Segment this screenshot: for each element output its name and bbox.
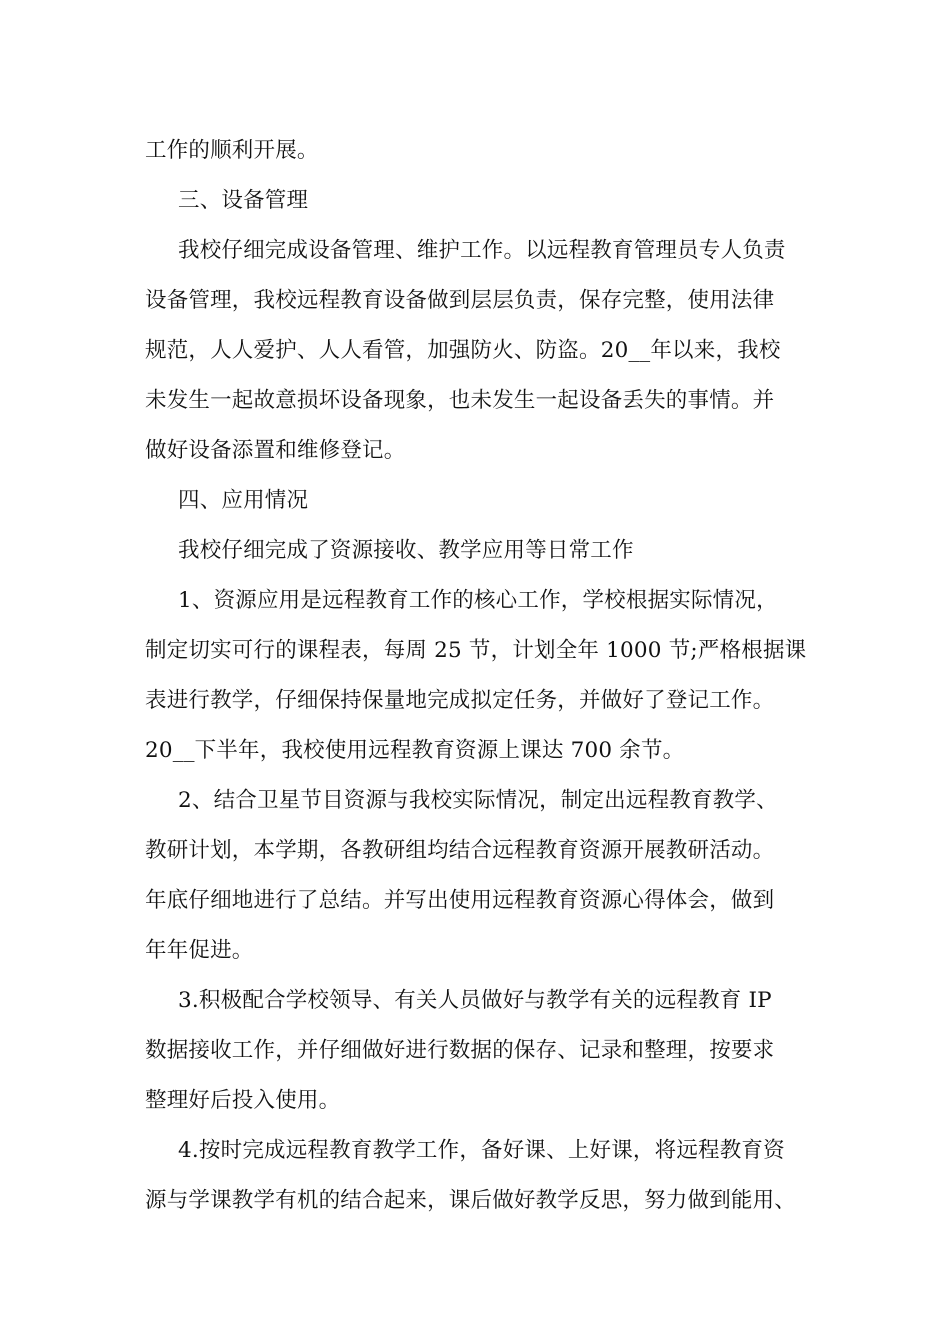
section-heading-application: 四、应用情况 bbox=[178, 488, 309, 513]
text-line-21: 4.按时完成远程教育教学工作，备好课、上好课，将远程教育资 bbox=[178, 1138, 785, 1163]
text-line-14: 2、结合卫星节目资源与我校实际情况，制定出远程教育教学、 bbox=[178, 788, 778, 813]
section-heading-equipment: 三、设备管理 bbox=[178, 188, 309, 213]
text-line-19: 数据接收工作，并仔细做好进行数据的保存、记录和整理，按要求 bbox=[145, 1038, 775, 1063]
text-line-5: 规范，人人爱护、人人看管，加强防火、防盗。20__年以来，我校 bbox=[145, 338, 781, 363]
text-line-4: 设备管理，我校远程教育设备做到层层负责，保存完整，使用法律 bbox=[145, 288, 775, 313]
text-line-1: 工作的顺利开展。 bbox=[145, 138, 319, 163]
text-line-10: 1、资源应用是远程教育工作的核心工作，学校根据实际情况， bbox=[178, 588, 778, 613]
text-line-11: 制定切实可行的课程表，每周 25 节，计划全年 1000 节;严格根据课 bbox=[145, 638, 807, 663]
text-line-12: 表进行教学，仔细保持保量地完成拟定任务，并做好了登记工作。 bbox=[145, 688, 775, 713]
text-line-6: 未发生一起故意损坏设备现象，也未发生一起设备丢失的事情。并 bbox=[145, 388, 775, 413]
text-line-22: 源与学课教学有机的结合起来，课后做好教学反思，努力做到能用、 bbox=[145, 1188, 797, 1213]
text-line-15: 教研计划，本学期，各教研组均结合远程教育资源开展教研活动。 bbox=[145, 838, 775, 863]
text-line-9: 我校仔细完成了资源接收、教学应用等日常工作 bbox=[178, 538, 634, 563]
text-line-18: 3.积极配合学校领导、有关人员做好与教学有关的远程教育 IP bbox=[178, 988, 772, 1013]
text-line-13: 20__下半年，我校使用远程教育资源上课达 700 余节。 bbox=[145, 738, 685, 763]
text-line-7: 做好设备添置和维修登记。 bbox=[145, 438, 406, 463]
text-line-17: 年年促进。 bbox=[145, 938, 254, 963]
text-line-16: 年底仔细地进行了总结。并写出使用远程教育资源心得体会，做到 bbox=[145, 888, 775, 913]
text-line-3: 我校仔细完成设备管理、维护工作。以远程教育管理员专人负责 bbox=[178, 238, 786, 263]
text-line-20: 整理好后投入使用。 bbox=[145, 1088, 341, 1113]
